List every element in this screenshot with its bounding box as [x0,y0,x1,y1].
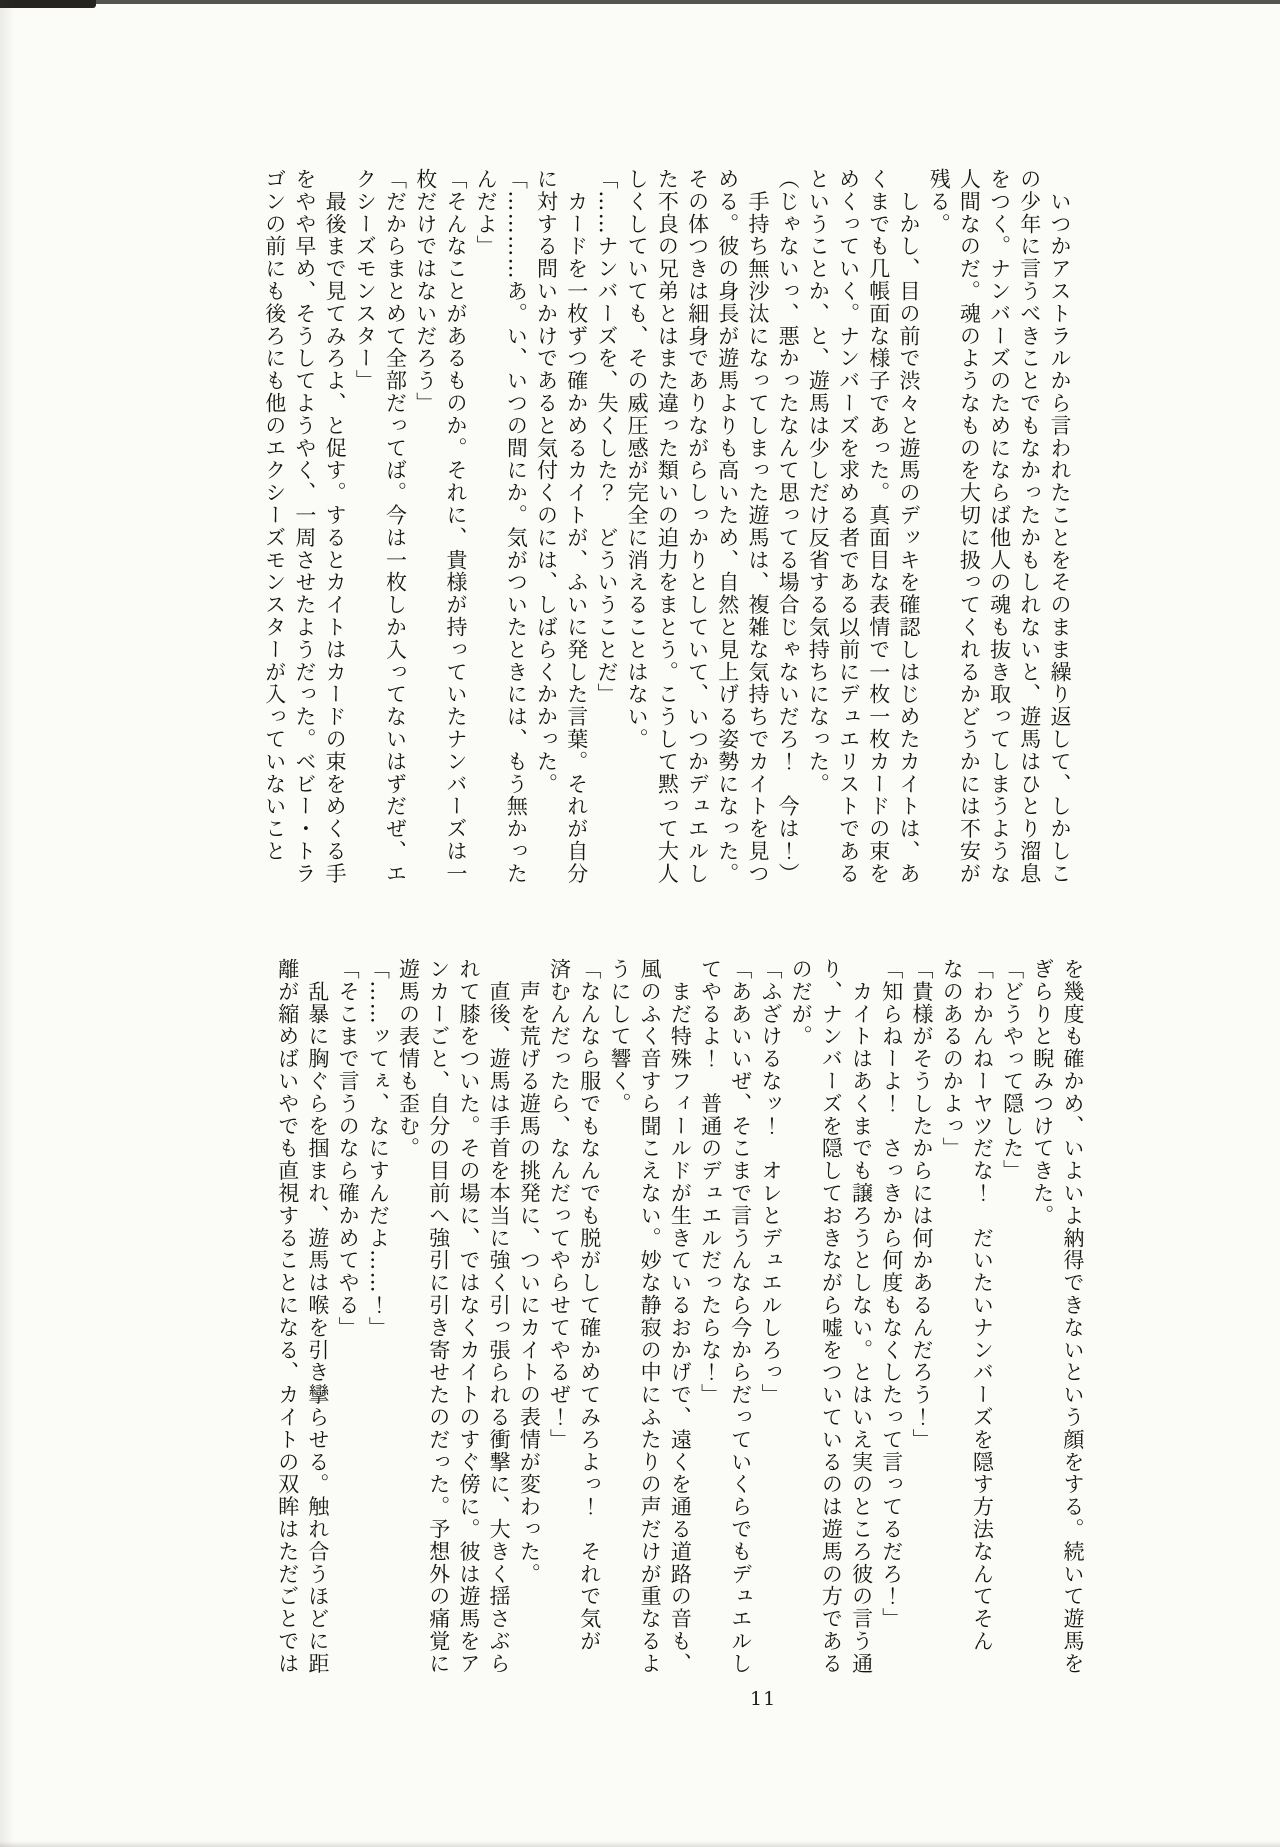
text-line: 「そんなことがあるものか。それに、貴様が持っていたナンバーズは一 [443,168,468,885]
text-line: 直後、遊馬は手首を本当に強く引っ張られる衝撃に、大きく揺さぶら [487,958,512,1675]
text-line: 「……ナンバーズを、失くした？ どういうことだ」 [594,168,619,706]
text-line: ということか、と、遊馬は少しだけ反省する気持ちになった。 [806,168,831,796]
text-line: 遊馬の表情も歪む。 [396,958,421,1160]
text-line: に対する問いかけであると気付くのには、しばらくかかった。 [534,168,559,796]
text-column-block-lower [268,958,1088,1675]
text-line: 済むんだったら、なんだってやらせてやるぜ！」 [547,958,572,1451]
text-line: クシーズモンスター」 [353,168,378,392]
text-line: ンカーごと、自分の目前へ強引に引き寄せたのだった。予想外の痛覚に [426,958,451,1675]
text-line: ぎらりと睨みつけてきた。 [1030,958,1055,1227]
text-line: 最後まで見てみろよ、と促す。するとカイトはカードの束をめくる手 [323,168,348,885]
text-line: まだ特殊フィールドが生きているおかげで、遠くを通る道路の音も、 [668,958,693,1675]
text-line: 離が縮めばいやでも直視することになる、カイトの双眸はただごとでは [275,958,300,1675]
text-line: 枚だけではないだろう」 [413,168,438,415]
text-line: める。彼の身長が遊馬よりも高いため、自然と見上げる姿勢になった。 [715,168,740,885]
text-line: 「そこまで言うのなら確かめてやる」 [336,958,361,1339]
text-line: いつかアストラルから言われたことをそのまま繰り返して、しかしこ [1048,168,1072,885]
text-line: 「知らねーよ！ さっきから何度もなくしたって言ってるだろ！」 [879,958,904,1630]
text-line: 声を荒げる遊馬の挑発に、ついにカイトの表情が変わった。 [517,958,542,1586]
text-line: 「ああいいぜ、そこまで言うんなら今からだっていくらでもデュエルし [728,958,753,1675]
text-line: を幾度も確かめ、いよいよ納得できないという顔をする。続いて遊馬を [1061,958,1085,1675]
text-line: り、ナンバーズを隠しておきながら嘘をついているのは遊馬の方である [819,958,844,1675]
text-line: 「どうやって隠した」 [1000,958,1025,1182]
text-line: れて膝をついた。その場に、ではなくカイトのすぐ傍に。彼は遊馬をア [456,958,481,1675]
text-column-block-upper [255,168,1075,885]
text-line: のだが。 [789,958,814,1048]
text-line: をつく。ナンバーズのためにならば他人の魂も抜き取ってしまうような [987,168,1012,885]
text-line: うにして響く。 [607,958,632,1115]
text-line: くまでも几帳面な様子であった。真面目な表情で一枚一枚カードの束を [866,168,891,885]
text-line: 手持ち無沙汰になってしまった遊馬は、複雑な気持ちでカイトを見つ [745,168,770,885]
text-line: ゴンの前にも後ろにも他のエクシーズモンスターが入っていないこと [262,168,287,863]
text-line: カイトはあくまでも譲ろうとしない。とはいえ実のところ彼の言う通 [849,958,874,1675]
text-line: しかし、目の前で渋々と遊馬のデッキを確認しはじめたカイトは、あ [896,168,921,885]
text-line: 「わかんねーヤツだな！ だいたいナンバーズを隠す方法なんてそん [970,958,995,1653]
page-number: 11 [750,1688,777,1710]
scan-left-shadow [0,0,14,1847]
text-line: の少年に言うべきことでもなかったかもしれないと、遊馬はひとり溜息 [1017,168,1042,885]
text-line: てやるよ！ 普通のデュエルだったらな！」 [698,958,723,1406]
scan-bottom-shadow [0,1841,1280,1847]
text-line: しくしていても、その威圧感が完全に消えることはない。 [625,168,650,751]
text-line: カードを一枚ずつ確かめるカイトが、ふいに発した言葉。それが自分 [564,168,589,885]
text-line: 「…………あ。い、いつの間にか。気がついたときには、もう無かった [504,168,529,885]
text-line: 人間なのだ。魂のようなものを大切に扱ってくれるかどうかには不安が [957,168,982,885]
text-line: （じゃないっ、悪かったなんて思ってる場合じゃないだろ！ 今は！） [776,168,801,885]
text-line: 風のふく音すら聞こえない。妙な静寂の中にふたりの声だけが重なるよ [638,958,663,1675]
text-line: なのあるのかよっ」 [940,958,965,1160]
scan-top-edge-artifact [0,0,1280,4]
text-line: んだよ」 [474,168,499,258]
text-line: めくっていく。ナンバーズを求める者である以前にデュエリストである [836,168,861,885]
text-line: 「ふざけるなッ！ オレとデュエルしろっ」 [758,958,783,1406]
text-line: 「……ッてぇ、なにすんだよ……！」 [366,958,391,1339]
text-line: をやや早め、そうしてようやく、一周させたようだった。ベビー・トラ [292,168,317,885]
text-line: 「だからまとめて全部だってば。今は一枚しか入ってないはずだぜ、エ [383,168,408,885]
text-line: その体つきは細身でありながらしっかりとしていて、いつかデュエルし [685,168,710,885]
text-line: 「なんなら服でもなんでも脱がして確かめてみろよっ！ それで気が [577,958,602,1653]
text-line: 残る。 [927,168,952,236]
text-line: た不良の兄弟とはまた違った類いの迫力をまとう。こうして黙って大人 [655,168,680,885]
text-line: 乱暴に胸ぐらを掴まれ、遊馬は喉を引き攣らせる。触れ合うほどに距 [305,958,330,1675]
scan-corner-artifact [0,0,96,8]
text-line: 「貴様がそうしたからには何かあるんだろう！」 [909,958,934,1451]
